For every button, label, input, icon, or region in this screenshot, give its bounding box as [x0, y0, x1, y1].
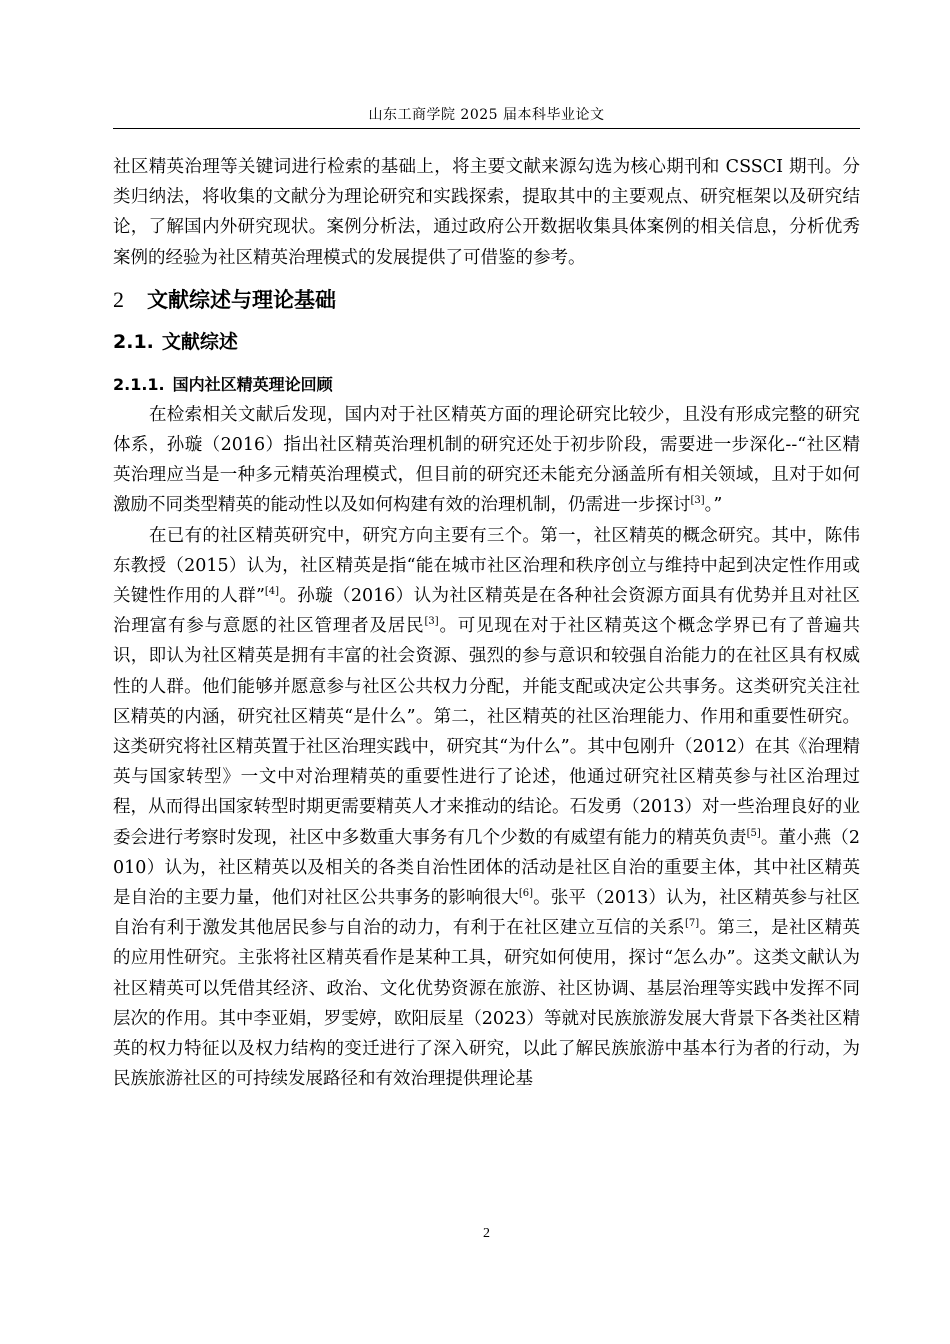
paragraph-text: 。张平（2013）认为，社区精英参与社区自治有利于激发其他居民参与自治的动力，有利于在社区建立互信的关系: [113, 888, 860, 939]
header-rule: [113, 128, 860, 129]
paragraph-text: 。董小燕（2010）认为，社区精英以及相关的各类自治性团体的活动是社区自治的重要主体，其中社区精英是自治的主要力量，他们对社区公共事务的影响很大: [113, 827, 860, 909]
citation: [5]: [746, 827, 761, 839]
page-content: [113, 152, 860, 1094]
paragraph-text: 。可见现在对于社区精英这个概念学界已有了普遍共识，即认为社区精英是拥有丰富的社会资源、强烈的参与意识和较强自治能力的在社区具有权威性的人群。他们能够并愿意参与社区公共权力分配，并能支配或决定公共事务。这类研究关注社区精英的内涵，研究社区精英“是什么”。第二，社区精英的社区治理能力、作用和重要性研究。这类研究将社区精英置于社区治理实践中，研究其“为什么”。其中包刚升（2012）在其《治理精英与国家转型》一文中对治理精英的重要性进行了论述，他通过研究社区精英参与社区治理过程，从而得出国家转型时期更需要精英人才来推动的结论。石发勇（2013）对一些治理良好的业委会进行考察时发现，社区中多数重大事务有几个少数的有威望有能力的精英负责: [113, 616, 860, 848]
section-heading-2: [113, 273, 860, 320]
section-heading-2-1: [113, 320, 860, 364]
paragraph-text: 。”: [704, 495, 723, 516]
body-paragraph-1: [113, 400, 860, 521]
section-number: 2.1.1.: [113, 374, 165, 394]
intro-paragraph: 社区精英治理等关键词进行检索的基础上，将主要文献来源勾选为核心期刊和 CSSCI 期刊。分类归纳法，将收集的文献分为理论研究和实践探索，提取其中的主要观点、研究框架以及研究结论，了解国内外研究现状。案例分析法，通过政府公开数据收集具体案例的相关信息，分析优秀案例的经验为社区精英治理模式的发展提供了可借鉴的参考。: [113, 157, 860, 268]
paragraph-text: 。孙璇（2016）认为社区精英是在各种社会资源方面具有优势并且对社区治理富有参与意愿的社区管理者及居民: [113, 586, 860, 637]
paragraph-text: 在已有的社区精英研究中，研究方向主要有三个。第一，社区精英的概念研究。其中，陈伟东教授（2015）认为，社区精英是指“能在城市社区治理和秩序创立与维持中起到决定性作用或关键性作用的人群”: [113, 525, 860, 607]
citation: [7]: [684, 918, 700, 930]
citation: [3]: [690, 495, 705, 507]
page-header: 山东工商学院 2025 届本科毕业论文: [368, 107, 605, 123]
section-heading-2-1-1: [113, 364, 860, 400]
paragraph-text: 在检索相关文献后发现，国内对于社区精英方面的理论研究比较少，且没有形成完整的研究体系，孙璇（2016）指出社区精英治理机制的研究还处于初步阶段，需要进一步深化--“社区精英治理应当是一种多元精英治理模式，但目前的研究还未能充分涵盖所有相关领域，且对于如何激励不同类型精英的能动性以及如何构建有效的治理机制，仍需进一步探讨: [113, 404, 860, 516]
citation: [6]: [518, 888, 533, 900]
citation: [4]: [264, 586, 280, 598]
body-paragraph-2: [113, 521, 860, 1095]
page-number: 2: [483, 1226, 490, 1241]
citation: [3]: [424, 616, 439, 628]
section-title: 文献综述: [161, 330, 238, 353]
section-number: 2.1.: [113, 330, 154, 353]
section-title: 国内社区精英理论回顾: [172, 374, 333, 394]
section-number: 2: [113, 286, 124, 312]
section-title: 文献综述与理论基础: [147, 287, 336, 312]
paragraph-text: 。第三，是社区精英的应用性研究。主张将社区精英看作是某种工具，研究如何使用，探讨“怎么办”。这类文献认为社区精英可以凭借其经济、政治、文化优势资源在旅游、社区协调、基层治理等实践中发挥不同层次的作用。其中李亚娟，罗雯婷，欧阳辰星（2023）等就对民族旅游发展大背景下各类社区精英的权力特征以及权力结构的变迁进行了深入研究，以此了解民族旅游中基本行为者的行动，为民族旅游社区的可持续发展路径和有效治理提供理论基: [113, 918, 861, 1090]
